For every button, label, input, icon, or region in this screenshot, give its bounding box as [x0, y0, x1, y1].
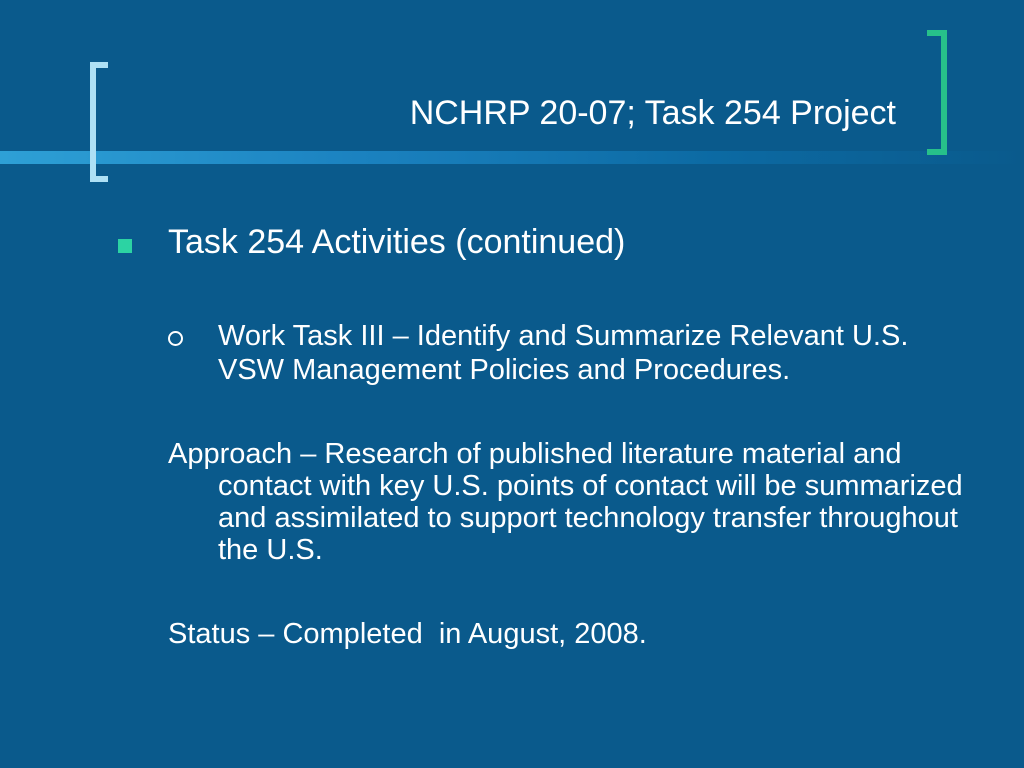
square-bullet-icon — [118, 239, 132, 253]
sub-bullet-text: Work Task III – Identify and Summarize Relevant U.S. VSW Management Policies and Procedures. — [218, 320, 909, 386]
status-text: Status – Completed in August, 2008. — [168, 618, 647, 650]
status-paragraph — [168, 618, 968, 650]
sub-bullet — [168, 319, 968, 387]
circle-bullet-icon — [168, 331, 183, 346]
approach-paragraph — [168, 438, 968, 566]
main-bullet-text: Task 254 Activities (continued) — [168, 223, 626, 261]
left-bracket-decoration — [90, 62, 108, 182]
slide-title: NCHRP 20-07; Task 254 Project — [409, 94, 896, 132]
title-divider-line — [0, 151, 1024, 164]
right-bracket-decoration — [927, 30, 947, 155]
approach-text: Approach – Research of published literature material and contact with key U.S. points of contact will be summarized and assimilated to support technology transfer throughout the U.S. — [168, 438, 963, 566]
